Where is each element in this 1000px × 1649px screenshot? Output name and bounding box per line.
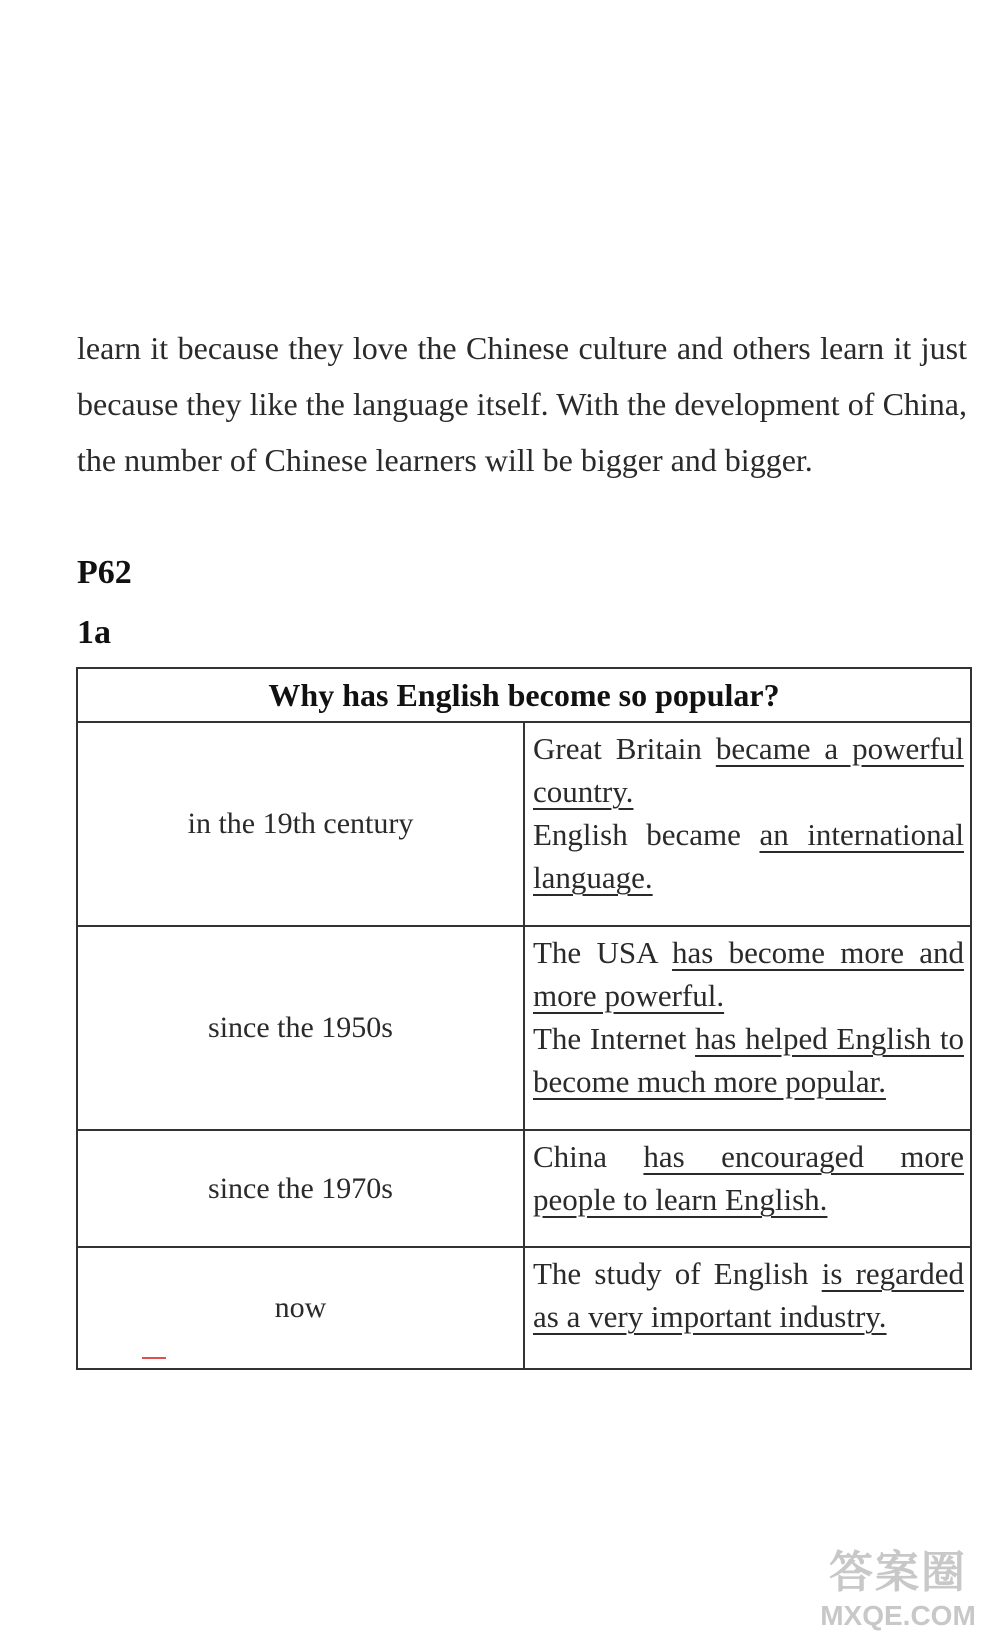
reasons-cell (524, 1130, 971, 1247)
sentence-prefix: The Internet (533, 1021, 696, 1056)
answer-text: an international language. (533, 817, 964, 895)
answer-text: has helped English to become much more popular. (533, 1021, 964, 1099)
exercise-heading: 1a (77, 614, 111, 651)
reasons-cell (524, 926, 971, 1130)
period-cell: since the 1950s (77, 926, 524, 1130)
sentence-prefix: The USA (533, 935, 673, 970)
sentence-prefix: China (533, 1139, 644, 1174)
table-row (77, 1130, 971, 1247)
intro-paragraph (77, 320, 967, 488)
period-cell: since the 1970s (77, 1130, 524, 1247)
intro-text: learn it because they love the Chinese culture and others learn it just because they like the language itself. With the development of China, the number of Chinese learners will be bigger and bigger. (77, 330, 967, 478)
sentence-prefix: Great Britain (533, 731, 716, 766)
page-number-heading: P62 (77, 554, 132, 591)
reasons-cell (524, 1247, 971, 1369)
answer-text: has encouraged more people to learn English. (533, 1139, 964, 1217)
period-cell: in the 19th century (77, 722, 524, 926)
site-watermark (808, 1547, 988, 1643)
answer-text: has become more and more powerful. (533, 935, 964, 1013)
period-cell: now (77, 1247, 524, 1369)
table-row (77, 926, 971, 1130)
watermark-chinese: 答案圈 (829, 1548, 967, 1597)
table-row (77, 722, 971, 926)
answer-text: is regarded as a very important industry. (533, 1256, 964, 1334)
sentence (533, 1135, 964, 1221)
sentence (533, 931, 964, 1017)
table-title-row (77, 668, 971, 722)
answer-table (76, 667, 972, 1370)
sentence-prefix: English became (533, 817, 760, 852)
sentence (533, 1017, 964, 1103)
watermark-site: MXQE.COM (820, 1600, 976, 1631)
sentence (533, 1252, 964, 1338)
sentence (533, 813, 964, 899)
table-row (77, 1247, 971, 1369)
sentence-prefix: The study of English (533, 1256, 822, 1291)
reasons-cell (524, 722, 971, 926)
table-title: Why has English become so popular? (77, 668, 971, 722)
answer-text: became a powerful country. (533, 731, 964, 809)
red-pen-mark (142, 1357, 166, 1359)
sentence (533, 727, 964, 813)
